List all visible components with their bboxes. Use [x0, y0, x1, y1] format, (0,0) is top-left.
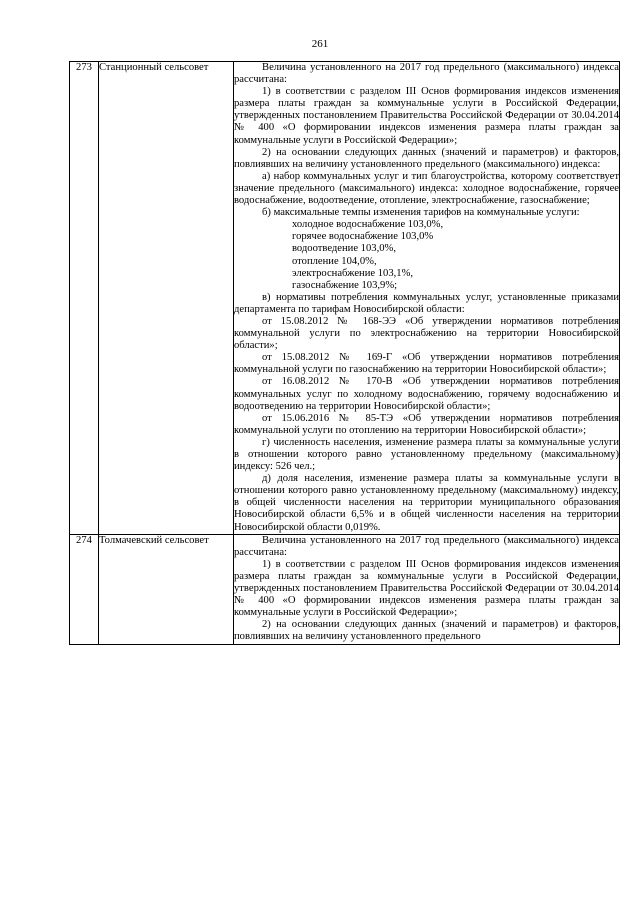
paragraph: 1) в соответствии с разделом III Основ формирования индексов изменения размера платы граждан за коммунальные услуги в Российской Федерации, утвержденных постановлением Правительства Российской Федерации от 30.04.2014 № 400 «О формировании индексов изменения размера платы граждан за коммунальные услуги в Российской Федерации»;: [234, 558, 619, 619]
municipality-name: Толмачевский сельсовет: [99, 534, 234, 644]
table-row: [70, 534, 620, 644]
paragraph: д) доля населения, изменение размера платы за коммунальные услуги в отношении которого равно установленному предельному (максимальному) индексу, в общей численности населения на территории муниципального образования Новосибирской области 6,5% и в общей численности населения на территории Новосибирской области 0,019%.: [234, 473, 619, 533]
row-number: 273: [70, 62, 99, 535]
municipality-name: Станционный сельсовет: [99, 62, 234, 535]
paragraph: 2) на основании следующих данных (значений и параметров) и факторов, повлиявших на величину установленного предельного (максимального) индекса:: [234, 146, 619, 170]
page-number: 261: [311, 38, 329, 50]
tariff-item: горячее водоснабжение 103,0%: [292, 231, 434, 243]
paragraph: Величина установленного на 2017 год предельного (максимального) индекса рассчитана:: [234, 62, 619, 86]
paragraph: в) нормативы потребления коммунальных услуг, установленные приказами департамента по тарифам Новосибирской области:: [234, 291, 619, 315]
index-description: [234, 534, 620, 644]
paragraph: г) численность населения, изменение размера платы за коммунальные услуги в отношении которого равно установленному предельному (максимальному) индексу: 526 чел.;: [234, 436, 619, 473]
paragraph: Величина установленного на 2017 год предельного (максимального) индекса рассчитана:: [234, 534, 619, 558]
paragraph: от 16.08.2012 № 170-В «Об утверждении нормативов потребления коммунальных услуг по холодному водоснабжению, горячему водоснабжению и водоотведению на территории Новосибирской области»;: [234, 376, 619, 412]
tariff-index-table: [69, 61, 620, 645]
tariff-item: отопление 104,0%,: [292, 255, 377, 267]
paragraph: а) набор коммунальных услуг и тип благоустройства, которому соответствует значение предельного (максимального) индекса: холодное водоснабжение, горячее водоснабжение, водоотведение, отопление, электроснабжение, газоснабжение;: [234, 170, 619, 207]
paragraph: от 15.08.2012 № 169-Г «Об утверждении нормативов потребления коммунальной услуги по газоснабжению на территории Новосибирской области»;: [234, 352, 619, 376]
paragraph: 1) в соответствии с разделом III Основ формирования индексов изменения размера платы граждан за коммунальные услуги в Российской Федерации, утвержденных постановлением Правительства Российской Федерации от 30.04.2014 № 400 «О формировании индексов изменения размера платы граждан за коммунальные услуги в Российской Федерации»;: [234, 86, 619, 146]
tariff-item: газоснабжение 103,9%;: [292, 279, 398, 291]
tariff-item: электроснабжение 103,1%,: [292, 267, 414, 279]
tariff-item: водоотведение 103,0%,: [292, 243, 396, 255]
truncated-description: [234, 535, 619, 644]
row-number: 274: [70, 534, 99, 644]
table-row: [70, 62, 620, 535]
tariff-list: [234, 219, 619, 292]
paragraph: б) максимальные темпы изменения тарифов на коммунальные услуги:: [262, 207, 580, 219]
index-description: [234, 62, 620, 535]
paragraph: от 15.08.2012 № 168-ЭЭ «Об утверждении нормативов потребления коммунальной услуги по электроснабжению на территории Новосибирской области»;: [234, 315, 619, 352]
tariff-item: холодное водоснабжение 103,0%,: [292, 219, 444, 231]
paragraph: 2) на основании следующих данных (значений и параметров) и факторов, повлиявших на величину установленного предельного: [234, 619, 619, 643]
paragraph: от 15.06.2016 № 85-ТЭ «Об утверждении нормативов потребления коммунальной услуги по отоплению на территории Новосибирской области»;: [234, 412, 619, 436]
